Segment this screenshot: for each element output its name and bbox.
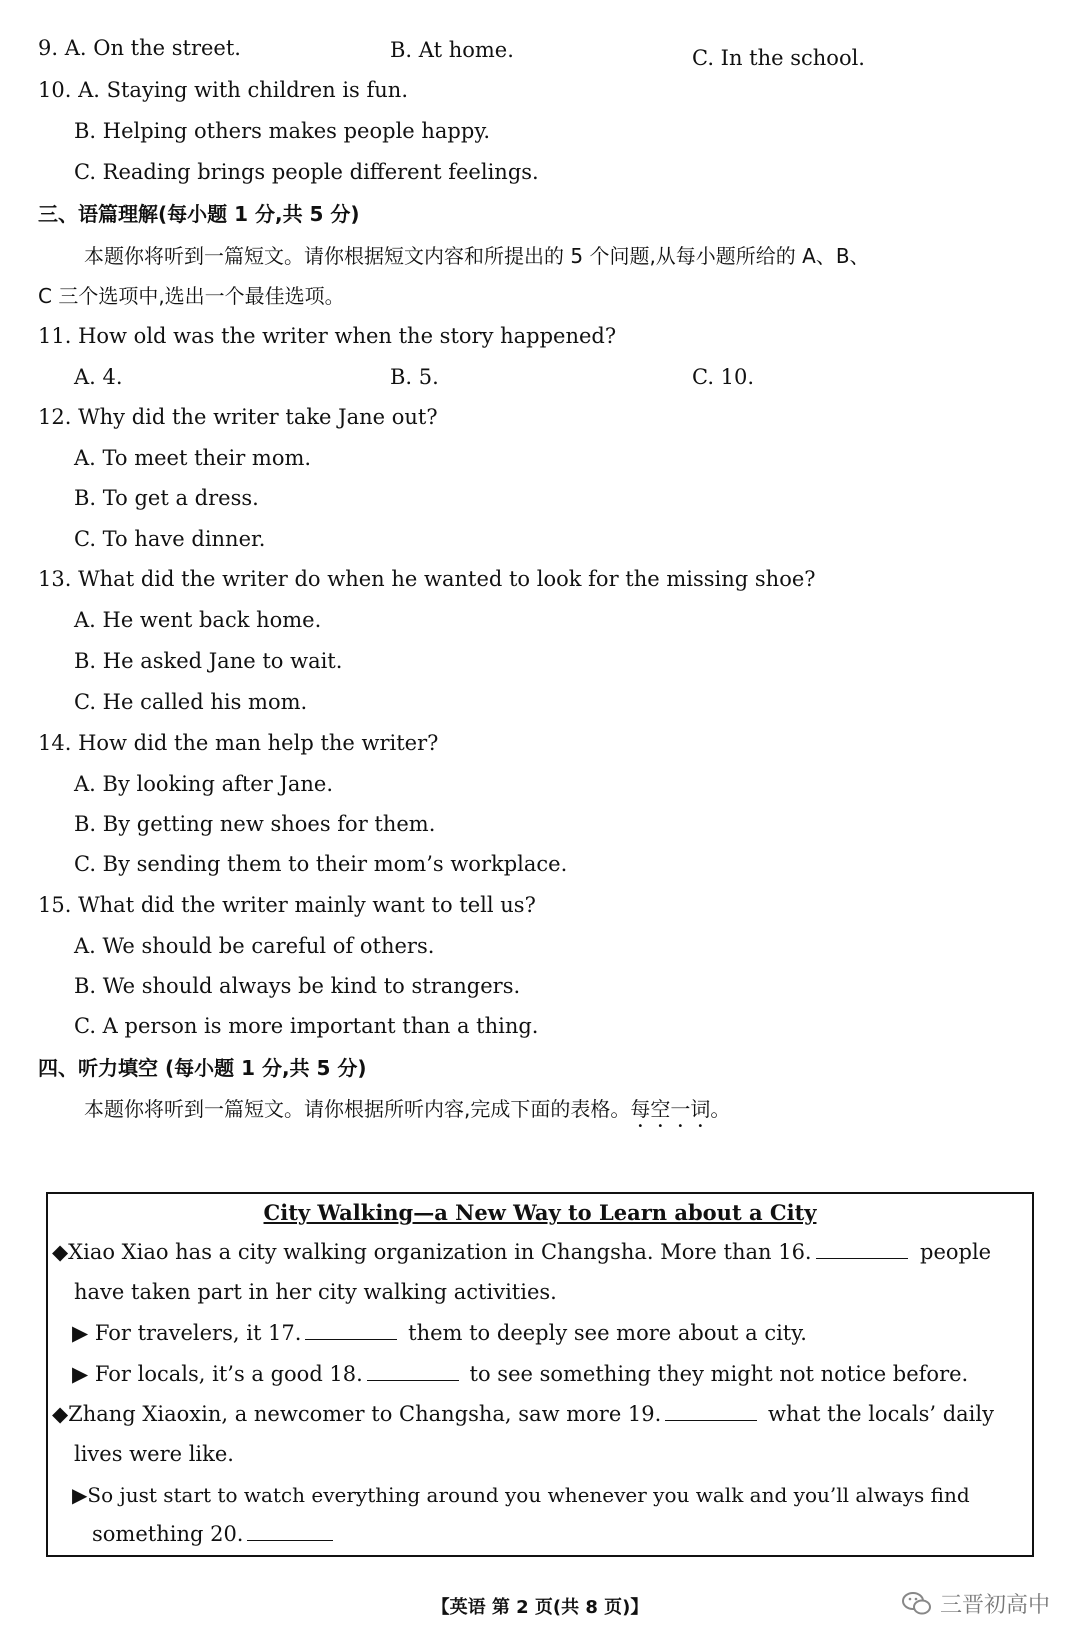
q9-option-a: 9. A. On the street. xyxy=(38,36,241,60)
arrow-icon: ▶ xyxy=(72,1362,89,1386)
table-line-6: lives were like. xyxy=(74,1442,234,1466)
q13-option-b: B. He asked Jane to wait. xyxy=(74,649,343,673)
q9-option-b: B. At home. xyxy=(390,38,514,62)
q15-option-a: A. We should be careful of others. xyxy=(74,934,435,958)
section4-intro-emphasis: 每空一词。 xyxy=(630,1097,731,1121)
watermark xyxy=(902,1588,1050,1619)
watermark-text: 三晋初高中 xyxy=(939,1593,1050,1618)
q15-option-b: B. We should always be kind to strangers. xyxy=(74,974,521,998)
table-line-1-end: people xyxy=(920,1240,992,1264)
table-line-2: have taken part in her city walking activities. xyxy=(74,1280,557,1304)
q12-option-c: C. To have dinner. xyxy=(74,527,266,551)
table-line-4: ▶ For locals, it’s a good 18. to see something they might not notice before. xyxy=(72,1362,969,1386)
q11-option-b: B. 5. xyxy=(390,365,439,389)
table-line-3: ▶ For travelers, it 17. them to deeply see more about a city. xyxy=(72,1321,807,1345)
q12-option-a: A. To meet their mom. xyxy=(74,446,312,470)
page-footer: 【英语 第 2 页(共 8 页)】 xyxy=(431,1597,649,1618)
q14-option-c: C. By sending them to their mom’s workplace. xyxy=(74,852,568,876)
notes-table xyxy=(46,1192,1034,1557)
table-line-7: ▶So just start to watch everything around you whenever you walk and you’ll always find xyxy=(72,1483,970,1507)
table-line-8: something 20. xyxy=(92,1520,337,1548)
blank-20[interactable] xyxy=(247,1520,333,1541)
section3-intro-line2: C 三个选项中,选出一个最佳选项。 xyxy=(38,284,345,308)
q13-option-a: A. He went back home. xyxy=(74,608,322,632)
blank-16[interactable] xyxy=(816,1238,908,1259)
q14-question: 14. How did the man help the writer? xyxy=(38,731,439,755)
q14-option-a: A. By looking after Jane. xyxy=(74,772,334,796)
wechat-icon xyxy=(902,1591,932,1617)
q12-question: 12. Why did the writer take Jane out? xyxy=(38,405,438,429)
table-line-5: ◆Zhang Xiaoxin, a newcomer to Changsha, saw more 19. what the locals’ daily xyxy=(52,1402,994,1426)
q10-option-c: C. Reading brings people different feelings. xyxy=(74,160,539,184)
q11-question: 11. How old was the writer when the story happened? xyxy=(38,324,617,348)
table-title: City Walking—a New Way to Learn about a City xyxy=(263,1200,817,1225)
q13-option-c: C. He called his mom. xyxy=(74,690,308,714)
q10-option-b: B. Helping others makes people happy. xyxy=(74,119,491,143)
q11-option-a: A. 4. xyxy=(74,365,123,389)
section4-title: 四、听力填空 (每小题 1 分,共 5 分) xyxy=(38,1056,367,1080)
arrow-icon: ▶ xyxy=(72,1321,89,1345)
q12-option-b: B. To get a dress. xyxy=(74,486,259,510)
blank-17[interactable] xyxy=(305,1319,397,1340)
q14-option-b: B. By getting new shoes for them. xyxy=(74,812,436,836)
section3-intro-line1: 本题你将听到一篇短文。请你根据短文内容和所提出的 5 个问题,从每小题所给的 A、B、 xyxy=(84,244,870,268)
q15-option-c: C. A person is more important than a thing. xyxy=(74,1014,539,1038)
q15-question: 15. What did the writer mainly want to tell us? xyxy=(38,893,536,917)
blank-19[interactable] xyxy=(665,1400,757,1421)
section3-title: 三、语篇理解(每小题 1 分,共 5 分) xyxy=(38,202,360,226)
table-line-1: ◆Xiao Xiao has a city walking organization in Changsha. More than 16. xyxy=(52,1238,912,1266)
q11-option-c: C. 10. xyxy=(692,365,755,389)
q10-option-a: 10. A. Staying with children is fun. xyxy=(38,78,409,102)
q13-question: 13. What did the writer do when he wanted to look for the missing shoe? xyxy=(38,567,816,591)
section4-intro: 本题你将听到一篇短文。请你根据所听内容,完成下面的表格。每空一词。 xyxy=(84,1097,731,1121)
blank-18[interactable] xyxy=(367,1360,459,1381)
q9-option-c: C. In the school. xyxy=(692,46,865,70)
arrow-icon: ▶ xyxy=(72,1483,88,1507)
